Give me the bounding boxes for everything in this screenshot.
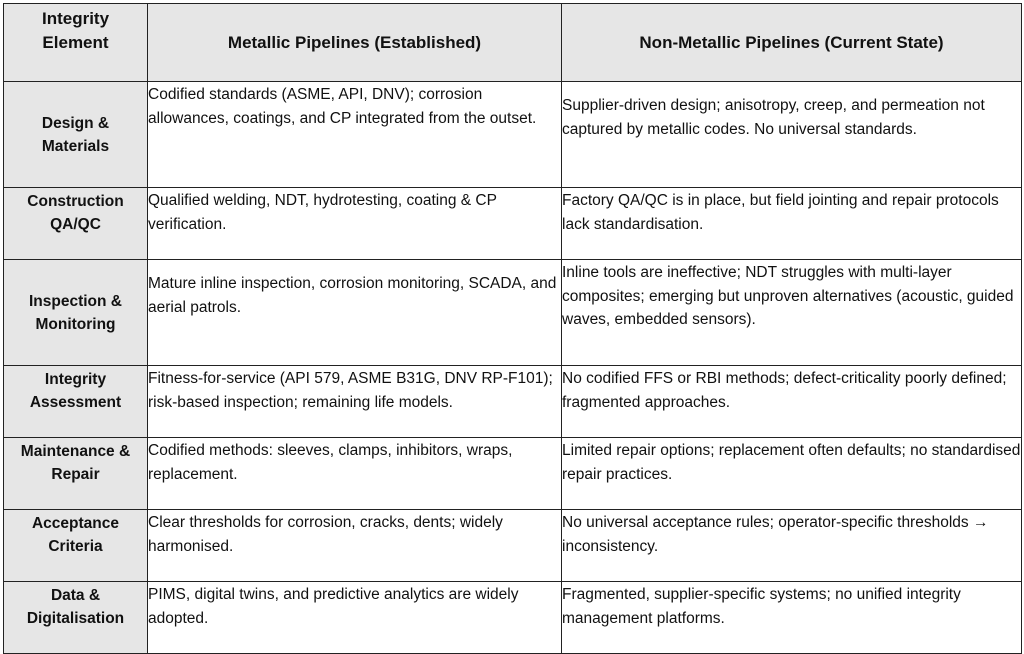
table-header-row [4, 4, 1022, 82]
metallic-cell: Codified methods: sleeves, clamps, inhibitors, wraps, replacement. [148, 438, 562, 510]
table-row [4, 582, 1022, 654]
non-metallic-cell: Supplier-driven design; anisotropy, creep, and permeation not captured by metallic codes. No universal standards. [562, 82, 1022, 188]
metallic-cell: Clear thresholds for corrosion, cracks, dents; widely harmonised. [148, 510, 562, 582]
metallic-cell: PIMS, digital twins, and predictive analytics are widely adopted. [148, 582, 562, 654]
element-line1: Integrity [44, 371, 107, 388]
element-line2: Digitalisation [26, 610, 125, 627]
element-line1: Data & [50, 587, 101, 604]
non-metallic-cell: Factory QA/QC is in place, but field jointing and repair protocols lack standardisation. [562, 188, 1022, 260]
element-line1: Construction [27, 193, 124, 210]
non-metallic-cell: No codified FFS or RBI methods; defect-criticality poorly defined; fragmented approaches. [562, 366, 1022, 438]
element-line1: Design & [41, 114, 110, 132]
metallic-cell: Mature inline inspection, corrosion monitoring, SCADA, and aerial patrols. [148, 260, 562, 366]
row-element-label [4, 510, 148, 582]
row-element-label [4, 438, 148, 510]
metallic-cell: Fitness-for-service (API 579, ASME B31G, DNV RP-F101); risk-based inspection; remaining life models. [148, 366, 562, 438]
table-row [4, 438, 1022, 510]
element-line1: Inspection & [28, 292, 122, 310]
non-metallic-cell: Inline tools are ineffective; NDT struggles with multi-layer composites; emerging but unproven alternatives (acoustic, guided waves, embedded sensors). [562, 260, 1022, 366]
element-line2: Criteria [48, 538, 103, 555]
row-element-label [4, 366, 148, 438]
table-row [4, 82, 1022, 188]
element-line1: Maintenance & [20, 443, 131, 460]
row-element-label [4, 582, 148, 654]
table-row [4, 510, 1022, 582]
row-element-label [4, 188, 148, 260]
header-metallic: Metallic Pipelines (Established) [148, 4, 562, 82]
element-line2: Repair [51, 466, 100, 483]
metallic-cell: Codified standards (ASME, API, DNV); corrosion allowances, coatings, and CP integrated from the outset. [148, 82, 562, 188]
non-metallic-cell: Fragmented, supplier-specific systems; no unified integrity management platforms. [562, 582, 1022, 654]
element-line1: Acceptance [31, 515, 119, 532]
row-element-label [4, 82, 148, 188]
non-metallic-cell: Limited repair options; replacement often defaults; no standardised repair practices. [562, 438, 1022, 510]
element-line2: QA/QC [50, 216, 101, 233]
header-col1-line1: Integrity [41, 9, 110, 28]
header-col1-line2: Element [42, 33, 109, 52]
row-element-label [4, 260, 148, 366]
element-line2: Assessment [29, 394, 122, 411]
header-integrity-element [4, 4, 148, 82]
integrity-comparison-table [3, 3, 1022, 654]
non-metallic-cell: No universal acceptance rules; operator-specific thresholds → inconsistency. [562, 510, 1022, 582]
table-row [4, 260, 1022, 366]
header-non-metallic: Non-Metallic Pipelines (Current State) [562, 4, 1022, 82]
element-line2: Materials [41, 137, 110, 155]
table-row [4, 188, 1022, 260]
metallic-cell: Qualified welding, NDT, hydrotesting, coating & CP verification. [148, 188, 562, 260]
table-row [4, 366, 1022, 438]
element-line2: Monitoring [35, 315, 116, 333]
